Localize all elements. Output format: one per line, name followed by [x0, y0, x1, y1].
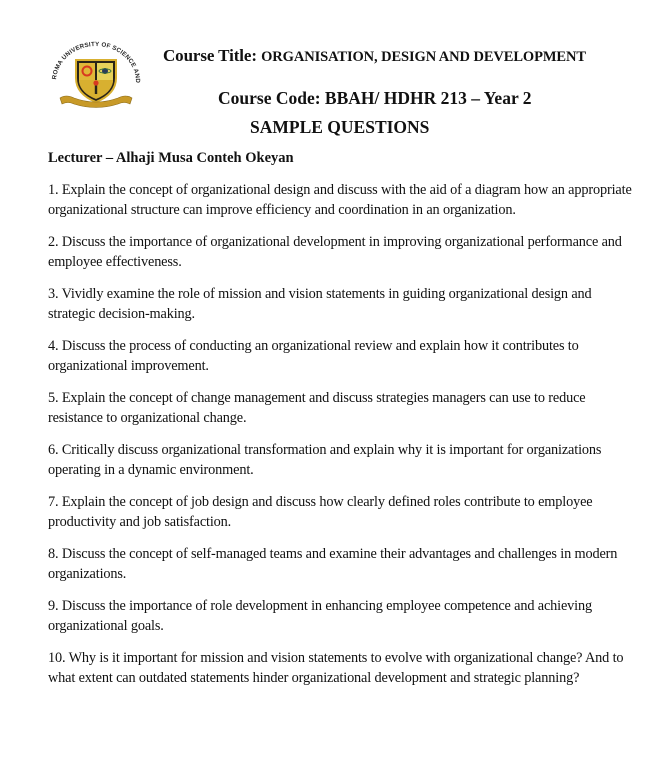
- lecturer-name: Lecturer – Alhaji Musa Conteh Okeyan: [48, 150, 294, 166]
- course-title-value: ORGANISATION, DESIGN AND DEVELOPMENT: [261, 49, 586, 65]
- section-heading: SAMPLE QUESTIONS: [250, 117, 430, 137]
- course-title-label: Course Title:: [163, 46, 257, 65]
- svg-text:ERNEST BAI KOROMA UNIVERSITY O: ROMA UNIVERSITY OF SCIENCE AND: [51, 40, 142, 84]
- course-code: Course Code: BBAH/ HDHR 213 – Year 2: [218, 88, 532, 108]
- question-1: 1. Explain the concept of organizational design and discuss with the aid of a diagram how an appropriate organizational structure can improve efficiency and coordination in an organization.: [48, 182, 632, 218]
- question-8: 8. Discuss the concept of self-managed teams and examine their advantages and challenges in modern organizations.: [48, 546, 618, 582]
- question-list: [48, 180, 633, 700]
- question-9: 9. Discuss the importance of role development in enhancing employee competence and achieving organizational goals.: [48, 598, 592, 634]
- question-7: 7. Explain the concept of job design and discuss how clearly defined roles contribute to employee productivity and job satisfaction.: [48, 494, 593, 530]
- course-title: [163, 46, 586, 66]
- question-10: 10. Why is it important for mission and vision statements to evolve with organizational change? And to what extent can outdated statements hinder organizational development and strategic planning?: [48, 650, 624, 686]
- question-3: 3. Vividly examine the role of mission and vision statements in guiding organizational design and strategic decision-making.: [48, 286, 592, 322]
- question-4: 4. Discuss the process of conducting an organizational review and explain how it contributes to organizational improvement.: [48, 338, 579, 374]
- question-6: 6. Critically discuss organizational transformation and explain why it is important for organizations operating in a dynamic environment.: [48, 442, 602, 478]
- question-2: 2. Discuss the importance of organizational development in improving organizational performance and employee effectiveness.: [48, 234, 622, 270]
- university-crest-icon: [46, 38, 146, 110]
- question-5: 5. Explain the concept of change management and discuss strategies managers can use to reduce resistance to organizational change.: [48, 390, 586, 426]
